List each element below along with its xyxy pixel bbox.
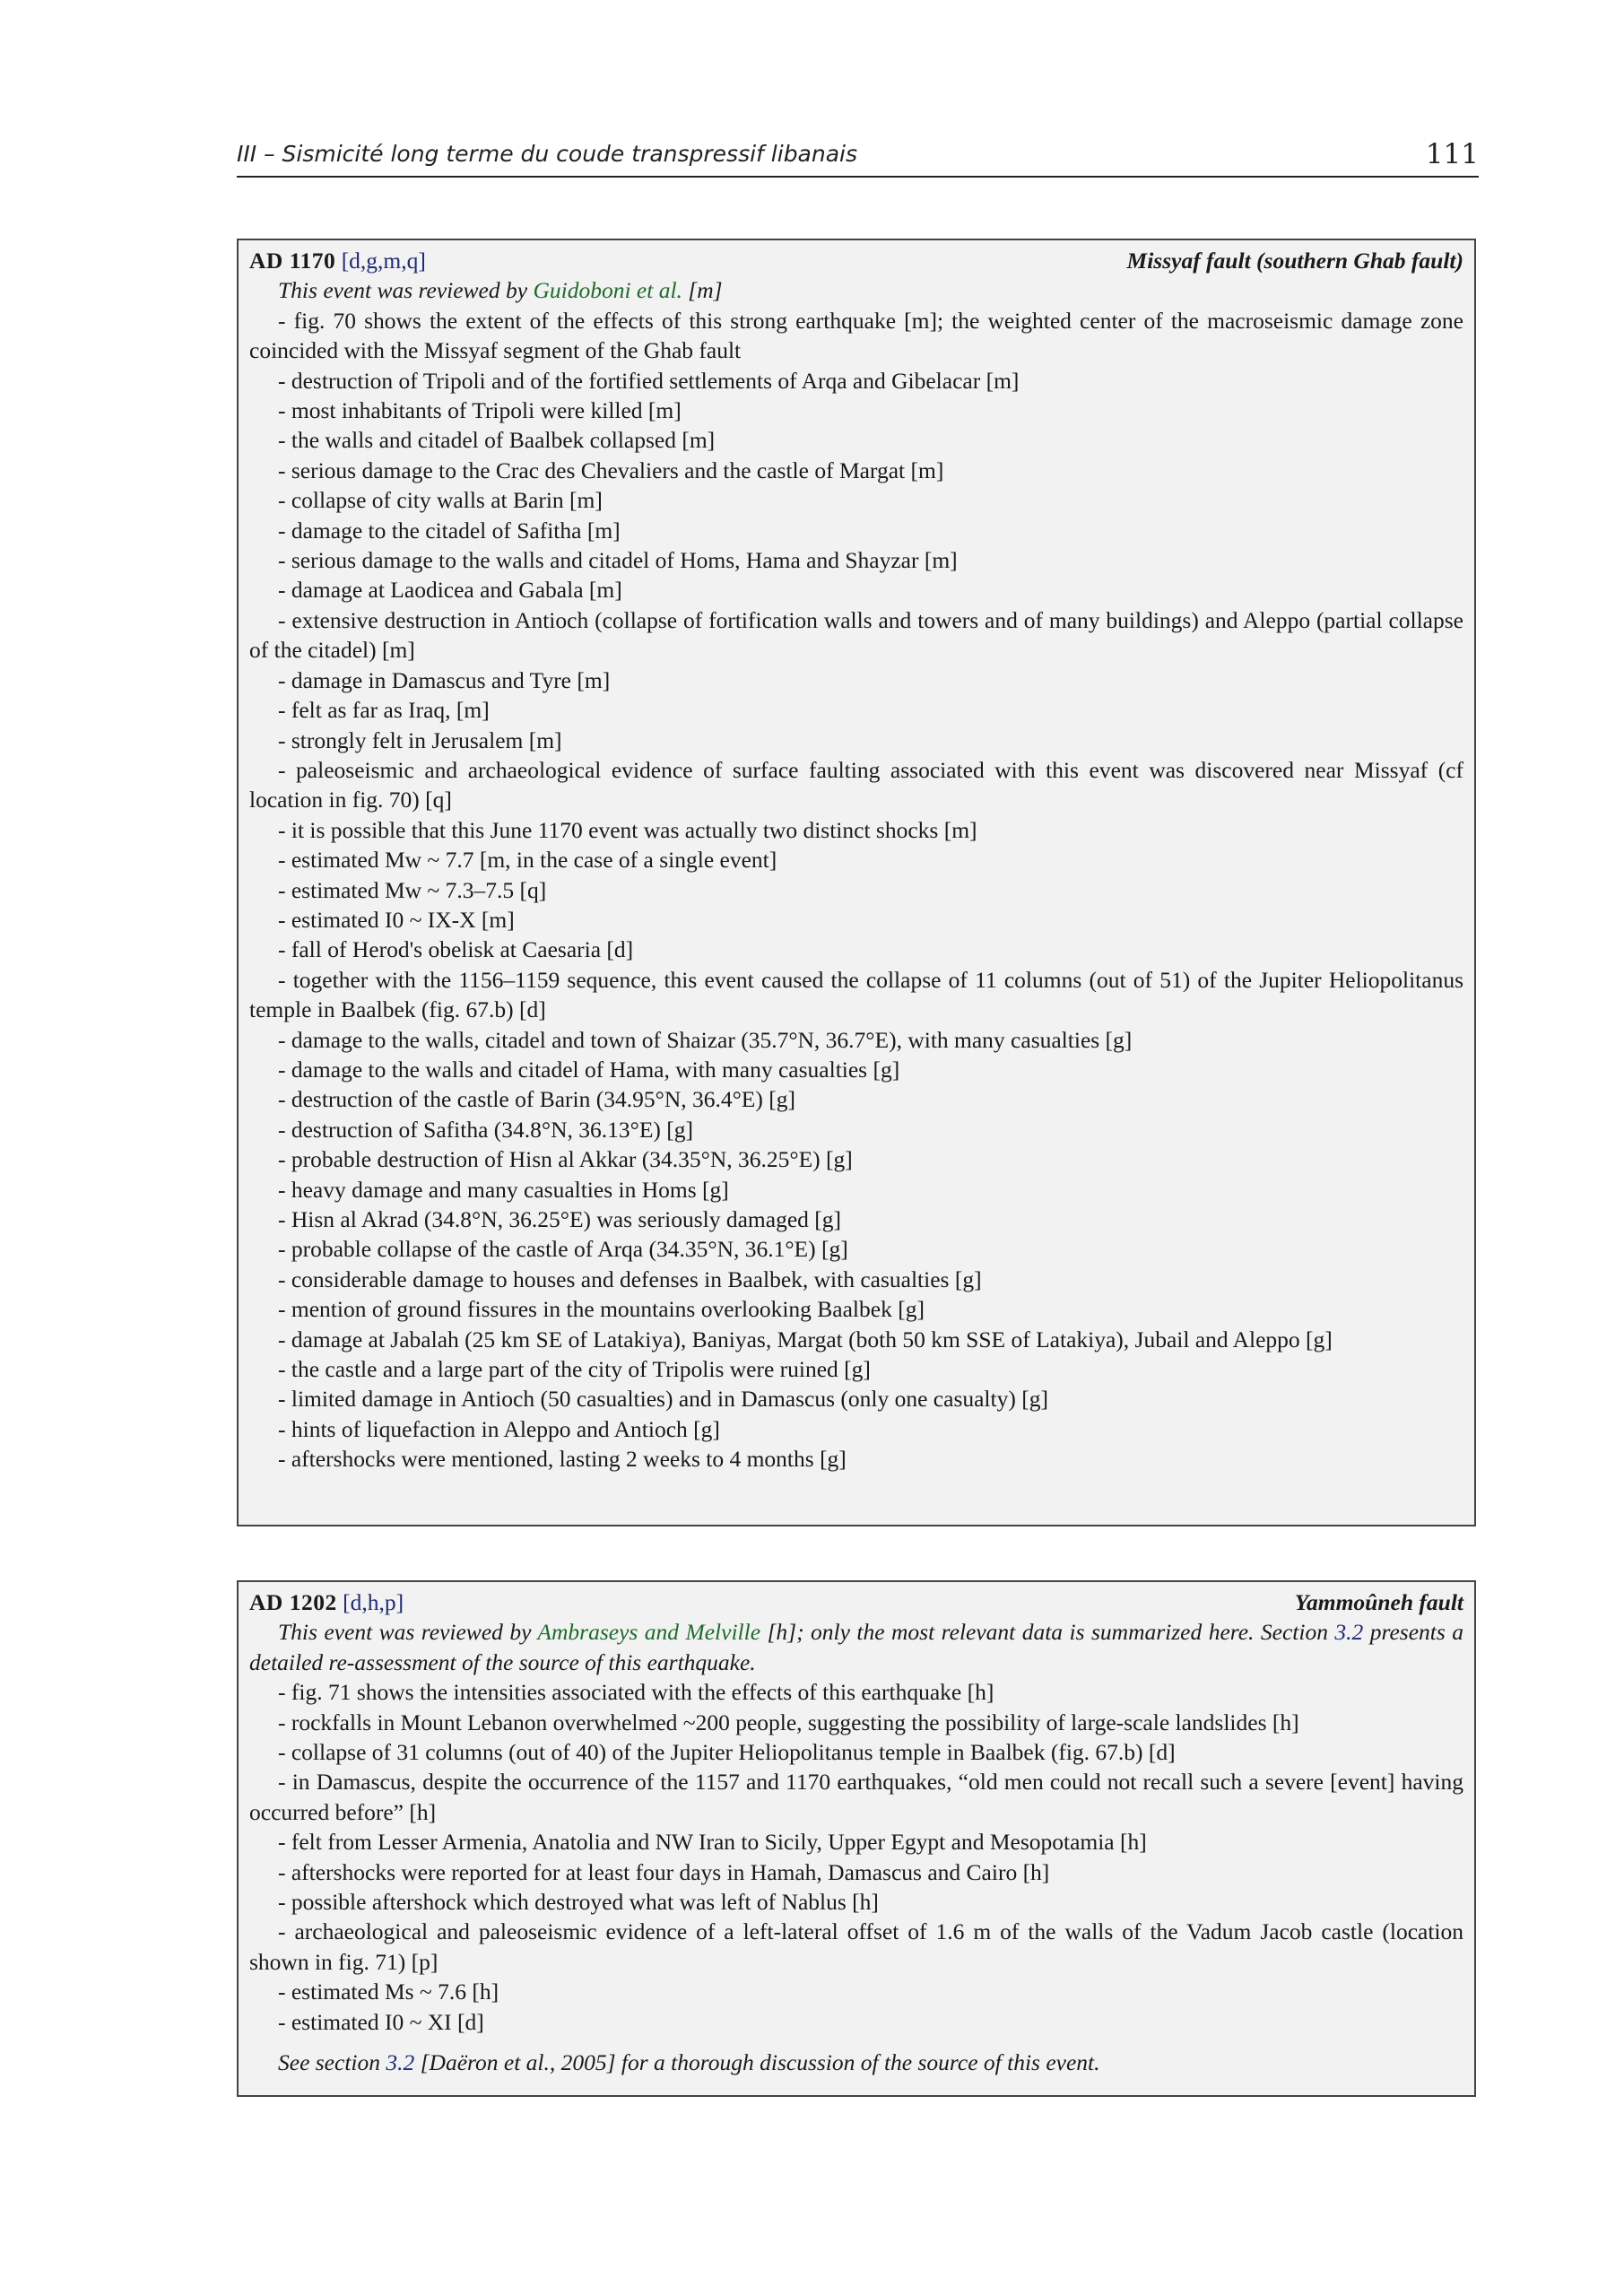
author-link[interactable]: Guidoboni et al. xyxy=(533,277,682,304)
list-item: - damage in Damascus and Tyre [m] xyxy=(278,666,611,693)
event-refs[interactable]: [d,h,p] xyxy=(343,1589,404,1615)
chapter-title: III – Sismicité long terme du coude transpressif libanais xyxy=(237,141,858,167)
list-item: - the castle and a large part of the city of Tripolis were ruined [g] xyxy=(278,1356,871,1383)
page-number: 111 xyxy=(1425,138,1479,170)
list-item: - destruction of Safitha (34.8°N, 36.13°E) [g] xyxy=(278,1116,693,1143)
list-item: - damage at Jabalah (25 km SE of Latakiya), Baniyas, Margat (both 50 km SSE of Latakiya), Jubail and Aleppo [g] xyxy=(278,1326,1333,1352)
running-head xyxy=(237,135,1479,178)
fault-name: Missyaf fault (southern Ghab fault) xyxy=(1126,248,1463,274)
list-item: - it is possible that this June 1170 event was actually two distinct shocks [m] xyxy=(278,816,977,843)
list-item: - destruction of Tripoli and of the fortified settlements of Arqa and Gibelacar [m] xyxy=(278,367,1020,394)
list-item: - heavy damage and many casualties in Homs [g] xyxy=(278,1176,729,1203)
list-item: - fig. 71 shows the intensities associated with the effects of this earthquake [h] xyxy=(278,1679,994,1706)
event-refs[interactable]: [d,g,m,q] xyxy=(341,248,426,274)
list-item: - collapse of city walls at Barin [m] xyxy=(278,487,603,514)
list-item: - the walls and citadel of Baalbek collapsed [m] xyxy=(278,427,716,454)
evidence-list xyxy=(249,306,1463,1474)
list-item: - serious damage to the Crac des Chevaliers and the castle of Margat [m] xyxy=(278,457,944,483)
section-link[interactable]: 3.2 xyxy=(386,2049,415,2076)
event-box-ad1202 xyxy=(237,1580,1476,2097)
closing-text: for a thorough discussion of the source of this event. xyxy=(615,2049,1100,2076)
event-header xyxy=(249,1587,1463,1617)
list-item: - most inhabitants of Tripoli were killed [m] xyxy=(278,397,682,424)
list-item: - destruction of the castle of Barin (34.95°N, 36.4°E) [g] xyxy=(278,1086,795,1113)
evidence-list xyxy=(249,1677,1463,2037)
list-item: - limited damage in Antioch (50 casualties) and in Damascus (only one casualty) [g] xyxy=(278,1386,1048,1413)
list-item: - strongly felt in Jerusalem [m] xyxy=(278,726,562,753)
list-item: - aftershocks were mentioned, lasting 2 weeks to 4 months [g] xyxy=(278,1446,847,1473)
event-date: AD 1202 xyxy=(249,1589,337,1615)
section-link[interactable]: 3.2 xyxy=(1334,1619,1364,1646)
event-intro xyxy=(249,1617,1463,1677)
list-item: - estimated Mw ~ 7.3–7.5 [q] xyxy=(278,876,547,903)
list-item: - damage at Laodicea and Gabala [m] xyxy=(278,577,622,604)
intro-text: [h]; only the most relevant data is summarized here. Section xyxy=(760,1619,1335,1646)
list-item: - estimated I0 ~ XI [d] xyxy=(278,2008,484,2035)
list-item: - rockfalls in Mount Lebanon overwhelmed ~200 people, suggesting the possibility of large-scale landslides [h] xyxy=(278,1709,1299,1735)
list-item: - damage to the walls and citadel of Hama, with many casualties [g] xyxy=(278,1056,900,1083)
intro-text: This event was reviewed by xyxy=(278,1619,538,1646)
intro-text: presents a detailed re-assessment of the source of this earthquake. xyxy=(249,1619,1463,1675)
intro-text: This event was reviewed by xyxy=(278,277,534,304)
list-item: - together with the 1156–1159 sequence, this event caused the collapse of 11 columns (out of 51) of the Jupiter Heliopolitanus temple in Baalbek (fig. 67.b) [d] xyxy=(249,966,1463,1023)
list-item: - mention of ground fissures in the mountains overlooking Baalbek [g] xyxy=(278,1296,925,1323)
list-item: - estimated I0 ~ IX-X [m] xyxy=(278,906,515,933)
list-item: - possible aftershock which destroyed what was left of Nablus [h] xyxy=(278,1889,879,1916)
fault-name: Yammoûneh fault xyxy=(1294,1589,1463,1615)
list-item: - aftershocks were reported for at least four days in Hamah, Damascus and Cairo [h] xyxy=(278,1858,1050,1885)
list-item: - probable destruction of Hisn al Akkar (34.35°N, 36.25°E) [g] xyxy=(278,1146,853,1173)
list-item: - extensive destruction in Antioch (collapse of fortification walls and towers and of many buildings) and Aleppo (partial collapse of the citadel) [m] xyxy=(249,606,1463,664)
list-item: - in Damascus, despite the occurrence of the 1157 and 1170 earthquakes, “old men could not recall such a severe [event] having occurred before” [h] xyxy=(249,1769,1463,1825)
list-item: - serious damage to the walls and citadel of Homs, Hama and Shayzar [m] xyxy=(278,547,958,574)
author-link[interactable]: Ambraseys and Melville xyxy=(537,1619,761,1646)
list-item: - damage to the citadel of Safitha [m] xyxy=(278,517,621,544)
closing-ref[interactable]: [Daëron et al., 2005] xyxy=(414,2049,616,2076)
list-item: - estimated Mw ~ 7.7 [m, in the case of a single event] xyxy=(278,847,777,874)
closing-note xyxy=(249,2048,1463,2077)
list-item: - probable collapse of the castle of Arqa (34.35°N, 36.1°E) [g] xyxy=(278,1236,848,1263)
list-item: - considerable damage to houses and defenses in Baalbek, with casualties [g] xyxy=(278,1265,982,1292)
list-item: - hints of liquefaction in Aleppo and Antioch [g] xyxy=(278,1415,720,1442)
event-header xyxy=(249,246,1463,275)
list-item: - felt as far as Iraq, [m] xyxy=(278,697,490,724)
event-title xyxy=(249,1587,404,1617)
list-item: - felt from Lesser Armenia, Anatolia and NW Iran to Sicily, Upper Egypt and Mesopotamia [h] xyxy=(278,1829,1147,1856)
event-intro xyxy=(249,275,1463,305)
list-item: - paleoseismic and archaeological evidence of surface faulting associated with this event was discovered near Missyaf (cf location in fig. 70) [q] xyxy=(249,756,1463,813)
list-item: - Hisn al Akrad (34.8°N, 36.25°E) was seriously damaged [g] xyxy=(278,1206,842,1232)
list-item: - fig. 70 shows the extent of the effects of this strong earthquake [m]; the weighted center of the macroseismic damage zone coincided with the Missyaf segment of the Ghab fault xyxy=(249,307,1463,364)
event-box-ad1170 xyxy=(237,239,1476,1526)
list-item: - fall of Herod's obelisk at Caesaria [d] xyxy=(278,936,634,963)
list-item: - archaeological and paleoseismic evidence of a left-lateral offset of 1.6 m of the walls of the Vadum Jacob castle (location shown in fig. 71) [p] xyxy=(249,1918,1463,1975)
event-date: AD 1170 xyxy=(249,248,336,274)
list-item: - damage to the walls, citadel and town of Shaizar (35.7°N, 36.7°E), with many casualties [g] xyxy=(278,1026,1133,1053)
intro-ref: [m] xyxy=(682,277,723,304)
event-title xyxy=(249,246,426,275)
list-item: - estimated Ms ~ 7.6 [h] xyxy=(278,1979,499,2005)
closing-text: See section xyxy=(278,2049,386,2076)
list-item: - collapse of 31 columns (out of 40) of the Jupiter Heliopolitanus temple in Baalbek (fig. 67.b) [d] xyxy=(278,1739,1176,1766)
